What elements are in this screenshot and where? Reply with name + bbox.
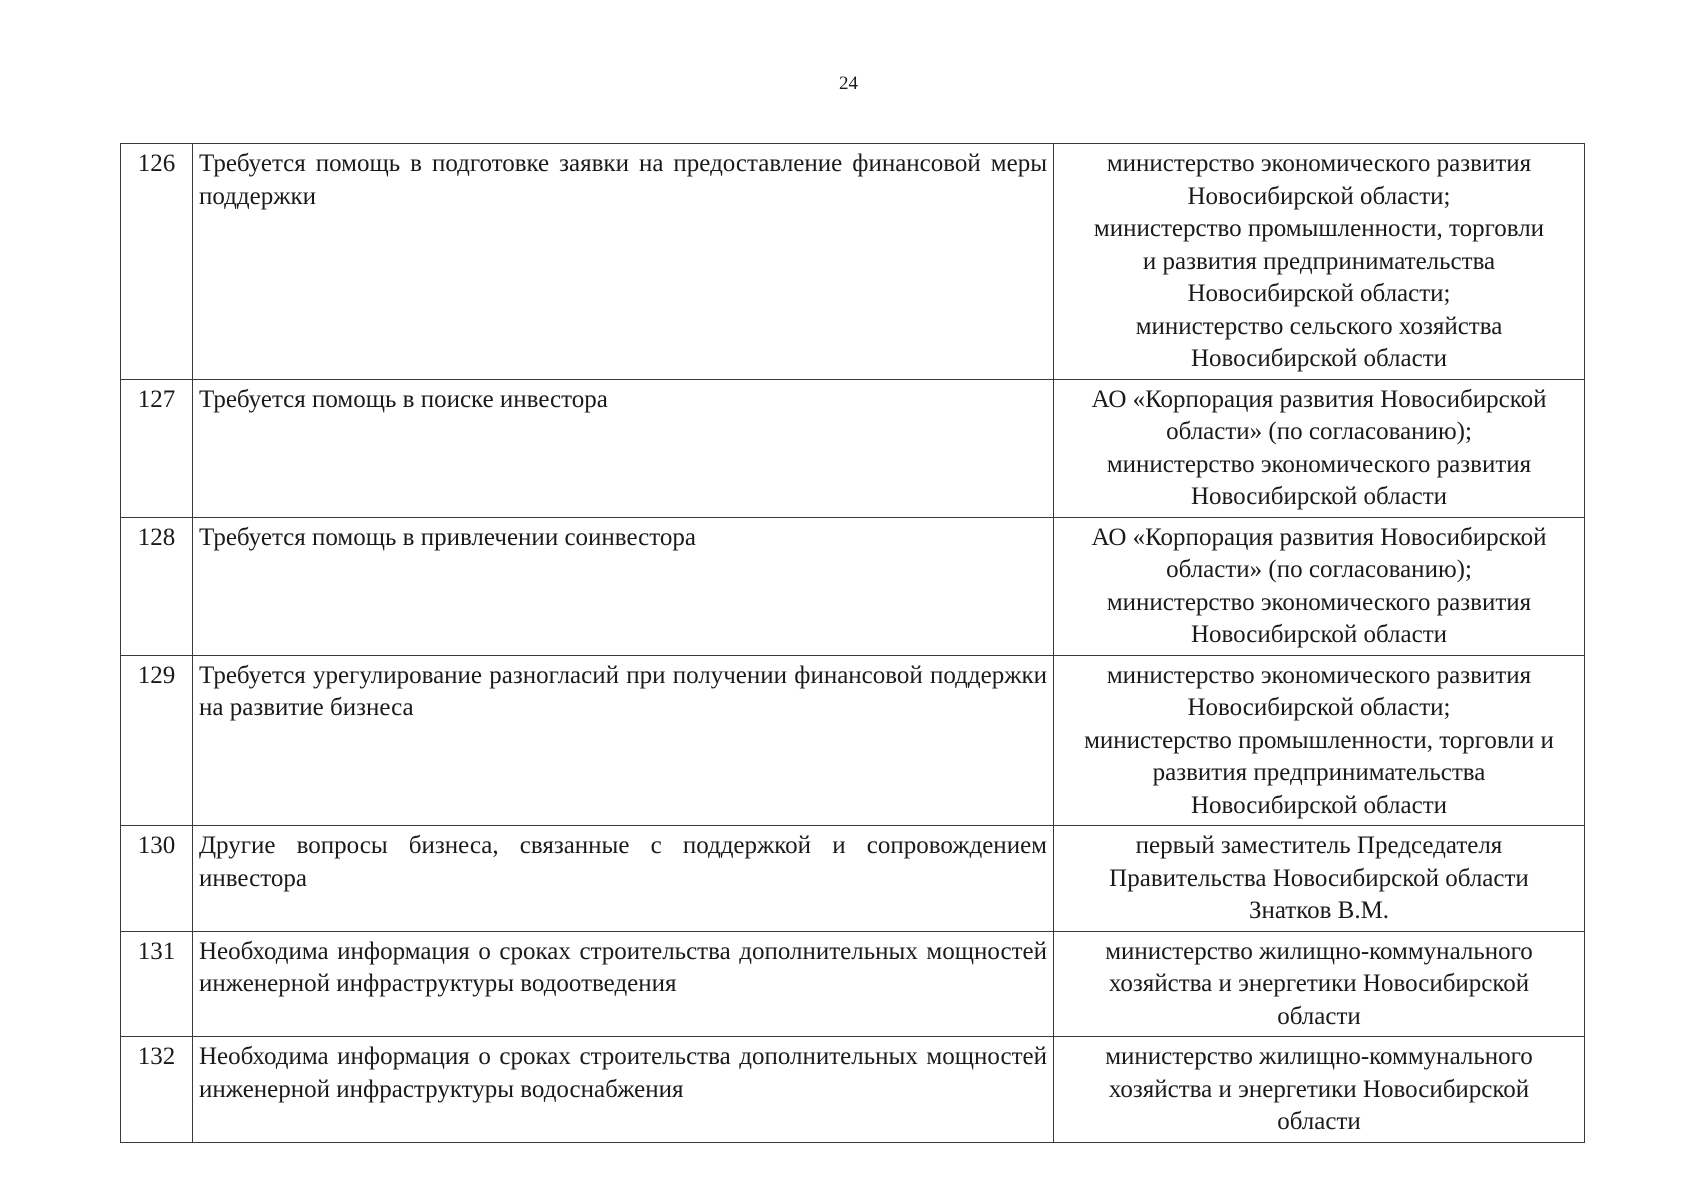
row-number: 126 <box>121 144 193 380</box>
issue-description: Требуется помощь в привлечении соинвестора <box>193 517 1054 655</box>
responsible-cell <box>1054 1037 1585 1143</box>
responsible-line: АО «Корпорация развития Новосибирской <box>1091 523 1547 551</box>
responsible-line: развития предпринимательства <box>1152 759 1486 786</box>
responsible-line: министерство промышленности, торговли и <box>1084 726 1554 754</box>
responsible-line: Новосибирской области; <box>1187 280 1451 307</box>
responsible-cell <box>1054 655 1585 826</box>
responsible-cell <box>1054 931 1585 1037</box>
responsible-line: министерство жилищно-коммунального <box>1105 1043 1533 1070</box>
table-row <box>121 826 1585 932</box>
responsibility-table <box>120 143 1585 1143</box>
table-row <box>121 931 1585 1037</box>
responsible-cell <box>1054 826 1585 932</box>
row-number: 129 <box>121 655 193 826</box>
responsible-cell <box>1054 517 1585 655</box>
responsible-line: министерство промышленности, торговли <box>1093 215 1545 242</box>
table-row <box>121 379 1585 517</box>
responsible-line: Новосибирской области <box>1190 791 1448 819</box>
responsible-line: Знатков В.М. <box>1248 897 1390 924</box>
table-row <box>121 1037 1585 1143</box>
responsible-line: хозяйства и энергетики Новосибирской <box>1108 1075 1530 1103</box>
responsible-line: области <box>1277 1002 1361 1030</box>
responsible-line: области» (по согласованию); <box>1166 556 1472 583</box>
row-number: 131 <box>121 931 193 1037</box>
responsible-cell <box>1054 379 1585 517</box>
responsible-line: области» (по согласованию); <box>1166 418 1472 445</box>
responsible-line: Правительства Новосибирской области <box>1109 864 1529 892</box>
table-row <box>121 655 1585 826</box>
issue-description: Требуется урегулирование разногласий при получении финансовой поддержки на развитие бизнеса <box>193 655 1054 826</box>
row-number: 127 <box>121 379 193 517</box>
responsible-line: министерство сельского хозяйства <box>1135 312 1503 340</box>
issue-description: Необходима информация о сроках строительства дополнительных мощностей инженерной инфраструктуры водоотведения <box>193 931 1054 1037</box>
responsible-line: и развития предпринимательства <box>1142 247 1496 275</box>
responsible-line: Новосибирской области <box>1190 345 1448 372</box>
responsible-line: области <box>1277 1108 1361 1135</box>
row-number: 130 <box>121 826 193 932</box>
responsible-line: Новосибирской области <box>1190 483 1448 510</box>
responsible-line: Новосибирской области <box>1190 621 1448 648</box>
issue-description: Необходима информация о сроках строительства дополнительных мощностей инженерной инфраструктуры водоснабжения <box>193 1037 1054 1143</box>
page-number: 24 <box>839 73 858 94</box>
table-row <box>121 144 1585 380</box>
responsible-line: министерство экономического развития <box>1106 588 1532 616</box>
issue-description: Другие вопросы бизнеса, связанные с поддержкой и сопровождением инвестора <box>193 826 1054 932</box>
responsible-line: Новосибирской области; <box>1187 694 1451 721</box>
responsible-line: АО «Корпорация развития Новосибирской <box>1091 385 1547 413</box>
table-row <box>121 517 1585 655</box>
issue-description: Требуется помощь в подготовке заявки на предоставление финансовой меры поддержки <box>193 144 1054 380</box>
row-number: 132 <box>121 1037 193 1143</box>
responsible-cell <box>1054 144 1585 380</box>
row-number: 128 <box>121 517 193 655</box>
responsible-line: министерство экономического развития <box>1106 150 1532 177</box>
issue-description: Требуется помощь в поиске инвестора <box>193 379 1054 517</box>
responsible-line: министерство жилищно-коммунального <box>1105 937 1533 965</box>
responsible-line: хозяйства и энергетики Новосибирской <box>1108 970 1530 997</box>
responsible-line: министерство экономического развития <box>1106 661 1532 689</box>
responsible-line: Новосибирской области; <box>1187 182 1451 210</box>
responsible-line: министерство экономического развития <box>1106 450 1532 478</box>
responsible-line: первый заместитель Председателя <box>1135 832 1503 859</box>
